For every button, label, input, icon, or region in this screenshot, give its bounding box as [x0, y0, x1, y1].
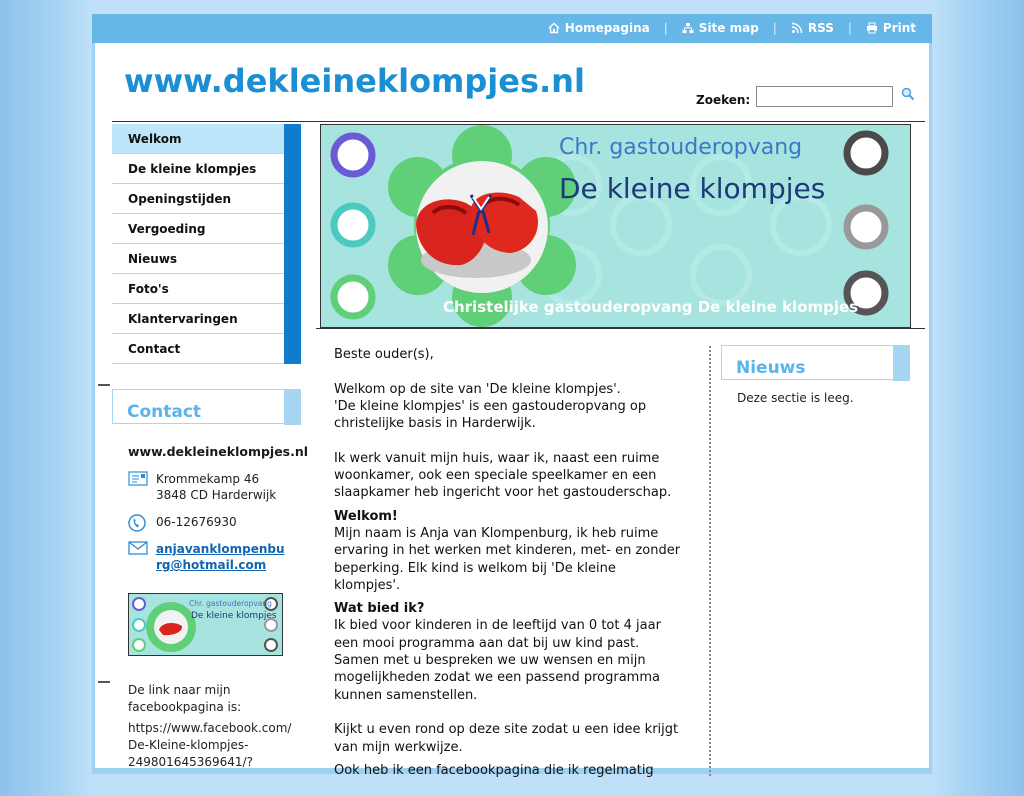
paragraph-house: Ik werk vanuit mijn huis, waar ik, naast een ruime woonkamer, ook een speciale speelkamer en een slaapkamer heb ingericht voor het gastouderschap.: [334, 450, 672, 501]
sitemap-link[interactable]: [682, 21, 759, 35]
nav-item-tab: [284, 304, 301, 334]
email-icon: [128, 541, 148, 555]
separator: |: [847, 21, 852, 35]
separator: |: [772, 21, 777, 35]
intro-line-1: Welkom op de site van 'De kleine klompjes'.: [334, 381, 621, 397]
logo-thumbnail-image: [129, 594, 282, 655]
banner-caption: Christelijke gastouderopvang De kleine klompjes: [443, 298, 859, 316]
contact-phone: [128, 514, 237, 536]
homepage-link[interactable]: [548, 21, 650, 35]
nav-item-contact[interactable]: [112, 334, 301, 364]
address-line-1: Krommekamp 46: [156, 472, 260, 486]
heading-welkom: Welkom!: [334, 508, 398, 524]
facebook-url[interactable]: https://www.facebook.com/ De-Kleine-klompjes- 249801645369641/?: [128, 721, 292, 769]
top-links: [548, 21, 916, 35]
banner-image: [321, 125, 910, 327]
site-title[interactable]: www.dekleineklompjes.nl: [124, 62, 585, 100]
nav-item-openingstijden[interactable]: [112, 184, 301, 214]
banner-divider: [316, 328, 925, 329]
contact-address: [128, 471, 276, 503]
main-navigation: [112, 124, 301, 364]
print-link[interactable]: [866, 21, 916, 35]
phone-icon: [128, 514, 146, 532]
intro-line-2: 'De kleine klompjes' is een gastouderopvang op christelijke basis in Harderwijk.: [334, 398, 647, 432]
header-banner: [320, 124, 911, 328]
separator: |: [663, 21, 668, 35]
print-link-label: Print: [882, 21, 916, 35]
nav-item-label: Foto's: [128, 282, 169, 296]
nav-item-fotos[interactable]: [112, 274, 301, 304]
banner-name-line: De kleine klompjes: [559, 172, 826, 205]
rss-link[interactable]: [791, 21, 834, 35]
address-icon: [128, 471, 148, 487]
paragraph-facebook: Ook heb ik een facebookpagina die ik regelmatig: [334, 762, 654, 778]
home-icon: [548, 22, 560, 34]
nav-item-tab: [284, 334, 301, 364]
contact-box-title: Contact: [127, 402, 202, 422]
nav-item-label: Vergoeding: [128, 222, 206, 236]
nav-item-nieuws[interactable]: [112, 244, 301, 274]
nav-item-label: Contact: [128, 342, 181, 356]
nav-item-label: Nieuws: [128, 252, 178, 266]
logo-thumbnail[interactable]: [128, 593, 283, 656]
paragraph-about: Mijn naam is Anja van Klompenburg, ik heb ruime ervaring in het werken met kinderen, met- en zonder beperking. Elk kind is welkom bij 'De kleine klompjes'.: [334, 525, 681, 593]
search-input[interactable]: [756, 86, 893, 107]
rss-icon: [791, 22, 803, 34]
paragraph-look-around: Kijkt u even rond op deze site zodat u een idee krijgt van mijn werkwijze.: [334, 722, 679, 755]
news-box-title: Nieuws: [736, 358, 806, 378]
nav-item-label: Klantervaringen: [128, 312, 238, 326]
header-divider: [112, 121, 925, 122]
nav-item-label: Welkom: [128, 132, 182, 146]
thumb-top-line: Chr. gastouderopvang: [189, 599, 272, 608]
nav-item-tab: [284, 154, 301, 184]
facebook-info: [128, 682, 296, 771]
search-icon[interactable]: [901, 87, 915, 101]
main-content: [334, 346, 684, 796]
nav-item-tab: [284, 184, 301, 214]
nav-item-label: De kleine klompjes: [128, 162, 257, 176]
news-box-header: [721, 345, 910, 380]
email-link[interactable]: anjavanklompenbu rg@hotmail.com: [156, 542, 285, 572]
divider-dash: [98, 681, 110, 683]
contact-site: www.dekleineklompjes.nl: [128, 444, 309, 459]
news-empty-text: Deze sectie is leeg.: [737, 391, 854, 405]
divider-dash: [98, 384, 110, 386]
nav-item-tab: [284, 244, 301, 274]
sitemap-link-label: Site map: [698, 21, 759, 35]
box-tab: [284, 389, 301, 425]
rss-link-label: RSS: [807, 21, 834, 35]
address-line-2: 3848 CD Harderwijk: [156, 488, 277, 502]
greeting: Beste ouder(s),: [334, 347, 434, 362]
nav-item-tab: [284, 124, 301, 154]
nav-item-klantervaringen[interactable]: [112, 304, 301, 334]
contact-email: [128, 541, 285, 573]
box-tab: [893, 345, 910, 381]
nav-item-label: Openingstijden: [128, 192, 232, 206]
top-bar: [92, 14, 932, 43]
nav-item-tab: [284, 274, 301, 304]
thumb-name-line: De kleine klompjes: [191, 611, 277, 621]
print-icon: [866, 22, 878, 34]
search-bar: [696, 86, 915, 107]
facebook-intro: De link naar mijn facebookpagina is:: [128, 683, 242, 714]
nav-item-tab: [284, 214, 301, 244]
banner-top-line: Chr. gastouderopvang: [559, 135, 803, 160]
homepage-link-label: Homepagina: [564, 21, 650, 35]
paragraph-offer: Ik bied voor kinderen in de leeftijd van 0 tot 4 jaar een mooi programma aan dat bij uw kind past. Samen met u bespreken we uw wensen en mijn mogelijkheden zodat we een passend programma kunnen samenstellen.: [334, 618, 661, 703]
contact-box-header: [112, 389, 301, 424]
nav-item-welkom[interactable]: [112, 124, 301, 154]
search-label: Zoeken:: [696, 92, 751, 107]
column-divider: [709, 346, 711, 776]
phone-number: 06-12676930: [156, 515, 237, 529]
heading-wat-bied-ik: Wat bied ik?: [334, 601, 425, 617]
sitemap-icon: [682, 22, 694, 34]
nav-item-de-kleine-klompjes[interactable]: [112, 154, 301, 184]
nav-item-vergoeding[interactable]: [112, 214, 301, 244]
